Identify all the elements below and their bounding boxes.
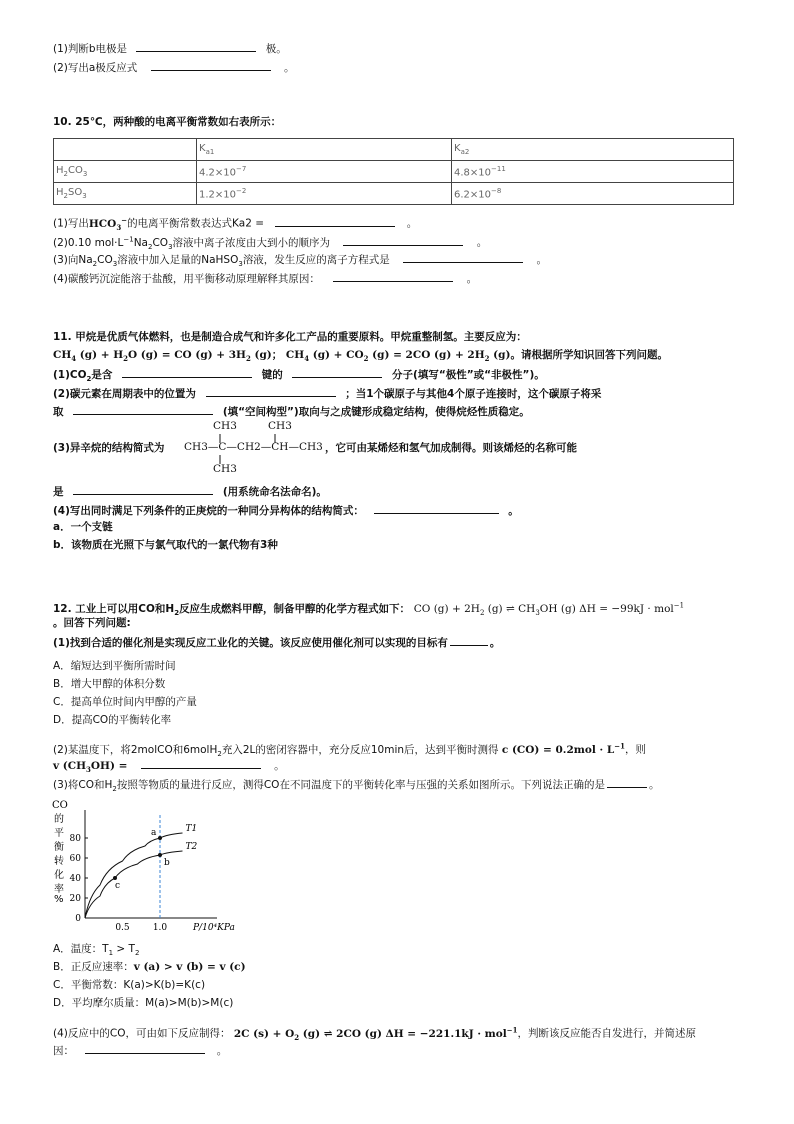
equation: v (a) > v (b) = v (c) [133, 961, 246, 973]
question-text: 极。 [265, 43, 287, 55]
table-cell: $H_2CO_3$ [54, 161, 197, 183]
question-text: 取 [53, 406, 64, 418]
table-cell: $K_{a2}$ [452, 139, 734, 161]
y-axis-label-5: 转 [54, 856, 64, 867]
y-axis-label-4: 衡 [54, 842, 64, 853]
point-label: a [151, 828, 157, 838]
question-text: 因： [53, 1045, 74, 1057]
answer-blank[interactable] [73, 483, 213, 495]
question-text: 12. 工业上可以用CO和$H_2$反应生成燃料甲醇，制备甲醇的化学方程式如下： [53, 602, 411, 617]
table-cell: $4.2\times 10^{-7}$ [197, 161, 452, 183]
equation: v $(CH_3OH)$ = [53, 760, 128, 775]
answer-blank[interactable] [374, 502, 499, 514]
y-tick-label: 40 [69, 874, 81, 884]
table-cell: $K_{a1}$ [197, 139, 452, 161]
question-text: 。 [406, 217, 418, 230]
option-line: D．平均摩尔质量：M(a)>M(b)>M(c) [53, 997, 234, 1009]
question-text: 。回答下列问题: [53, 617, 131, 629]
x-tick-label: 0.5 [115, 923, 130, 933]
option-line: a．一个支链 [53, 521, 113, 533]
question-line [53, 483, 327, 499]
point-label: c [115, 881, 121, 891]
question-text: 。 [536, 254, 547, 266]
structural-formula-main: CH3—C—CH2—CH—CH3 [184, 441, 323, 453]
option-line [53, 960, 246, 974]
question-text: (1)找到合适的催化剂是实现反应工业化的关键。该反应使用催化剂可以实现的目标有 [53, 637, 448, 649]
structural-formula-branch: CH3 [268, 420, 292, 432]
question-text: 键的 [261, 369, 283, 381]
question-text: (2)0.10 $mol\cdot L^{-1}Na_2CO_3$溶液中离子浓度由大到小的顺序为 [53, 235, 331, 251]
question-line [53, 598, 684, 620]
data-point-b [158, 853, 162, 857]
question-line [53, 776, 659, 796]
y-axis-label-6: 化 [54, 870, 64, 881]
chart-plot-area [70, 810, 235, 933]
option-line: A．温度：$T_1 > T_2$ [53, 943, 140, 958]
question-text: (用系统命名法命名)。 [222, 486, 327, 498]
option-line: C．平衡常数：K(a)>K(b)=K(c) [53, 979, 206, 991]
option-line: A．缩短达到平衡所需时间 [53, 660, 176, 672]
y-axis-label-3: 平 [54, 828, 64, 839]
question-text: 。请根据所学知识回答下列问题。 [510, 349, 668, 361]
equation: CO $(g) + 2H_2$ (g) ⇌ $CH_3OH$ (g) ΔH = −99kJ · mol$^{-1}$ [413, 601, 685, 617]
series-curve-T1 [85, 833, 183, 918]
question-stem: 10. 25℃，两种酸的电离平衡常数如右表所示： [53, 116, 282, 128]
question-text: 。 [216, 1045, 228, 1057]
question-text: 。 [489, 637, 501, 649]
table-cell: $6.2\times 10^{-8}$ [452, 183, 734, 205]
conversion-chart [50, 796, 240, 936]
question-text: ；当1个碳原子与其他4个原子连接时，这个碳原子将采 [345, 388, 602, 400]
point-label: b [164, 858, 170, 868]
question-text: 是 [53, 486, 64, 498]
question-text: 。 [508, 505, 519, 517]
equation: $CH_4$ $(g) + H_2O$ (g) = CO $(g) + 3H_2$ (g)； $CH_4$ $(g) + CO_2$ (g) = 2CO $(g) + 2H_2$ (g) [53, 349, 511, 364]
question-text: (填“空间构型”)取向与之成键形成稳定结构，使得烷烃性质稳定。 [222, 406, 530, 418]
question-text: (4)写出同时满足下列条件的正庚烷的一种同分异构体的结构简式： [53, 505, 364, 517]
question-line [53, 757, 285, 777]
option-line: B．增大甲醇的体积分数 [53, 678, 166, 690]
question-text: ，则 [624, 743, 646, 756]
table-cell: $4.8\times 10^{-11}$ [452, 161, 734, 183]
question-text: (3)异辛烷的结构简式为 [53, 442, 165, 454]
equation: c $(CO) = 0.2mol \cdot L^{-1}$ [501, 741, 625, 756]
question-text: 。 [274, 760, 285, 772]
question-text: 。 [476, 236, 488, 249]
question-text: (2)写出a极反应式 [53, 62, 138, 74]
question-text: (2)碳元素在周期表中的位置为 [53, 388, 196, 400]
answer-blank[interactable] [85, 1042, 205, 1054]
question-text: ，判断该反应能否自发进行，并简述原 [517, 1027, 696, 1040]
question-text: (4)反应中的CO，可由如下反应制得： [53, 1027, 231, 1040]
question-text: (1)写出 [53, 217, 89, 230]
question-line [53, 502, 519, 518]
option-line: D．提高CO的平衡转化率 [53, 714, 172, 726]
question-text: B．正反应速率： [53, 961, 134, 973]
question-text: $(1)CO_2$是含 [53, 369, 113, 384]
option-line: C．提高单位时间内甲醇的产量 [53, 696, 197, 708]
answer-blank[interactable] [141, 757, 261, 769]
y-tick-label: 60 [69, 854, 81, 864]
structural-formula-branch: CH3 [213, 463, 237, 475]
question-text: (3)将CO和$H_2$按照等物质的量进行反应，测得CO在不同温度下的平衡转化率与压强的关系如图所示。下列说法正确的是 [53, 779, 605, 794]
y-axis-label-2: 的 [54, 814, 64, 825]
question-text: ，它可由某烯烃和氢气加成制得。则该烯烃的名称可能 [325, 442, 577, 454]
y-tick-label: 0 [75, 914, 81, 924]
question-text: (1)判断b电极是 [53, 43, 128, 55]
series-label: T1 [185, 824, 198, 834]
question-text: 。 [466, 273, 478, 285]
question-text: (4)碳酸钙沉淀能溶于盐酸，用平衡移动原理解释其原因： [53, 273, 320, 285]
question-text: 分子(填写“极性”或“非极性”)。 [392, 369, 545, 381]
question-line [53, 1042, 227, 1058]
question-text: 的电离平衡常数表达式Ka2 = [127, 217, 265, 230]
data-point-c [113, 876, 117, 880]
question-text: (3)向$Na_2CO_3$溶液中加入足量的NaHSO$_3$溶液，发生反应的离子方程式是 [53, 254, 390, 269]
y-axis-label-7: 率 [54, 884, 64, 895]
question-stem: 11. 甲烷是优质气体燃料，也是制造合成气和许多化工产品的重要原料。甲烷重整制氢。主要反应为： [53, 331, 527, 343]
y-tick-label: 20 [69, 894, 81, 904]
question-text: 。 [284, 62, 295, 74]
y-axis-label-8: % [54, 894, 64, 905]
formula: $HCO_3^-$ [88, 215, 128, 232]
option-line: b．该物质在光照下与氯气取代的一氯代物有3种 [53, 539, 278, 551]
table-cell: $1.2\times 10^{-2}$ [197, 183, 452, 205]
equation: 2C $(s) + O_2$ (g) ⇌ 2CO (g) ΔH = −221.1kJ · mol$^{-1}$ [233, 1025, 518, 1042]
x-tick-label: 1.0 [152, 923, 168, 933]
answer-blank[interactable] [607, 776, 647, 788]
question-line [53, 634, 500, 650]
table-cell: $H_2SO_3$ [54, 183, 197, 205]
data-point-a [158, 836, 162, 840]
y-axis-label-1: CO [52, 800, 68, 811]
answer-blank[interactable] [450, 634, 488, 646]
y-tick-label: 80 [69, 834, 81, 844]
question-text: (2)某温度下，将2molCO和6molH$_2$充入2L的密闭容器中，充分反应10min后，达到平衡时测得 [53, 743, 499, 758]
x-axis-label: P/10⁴KPa [193, 923, 235, 933]
series-label: T2 [185, 842, 198, 852]
question-text: 。 [648, 779, 660, 791]
structural-formula-branch: CH3 [213, 420, 237, 432]
